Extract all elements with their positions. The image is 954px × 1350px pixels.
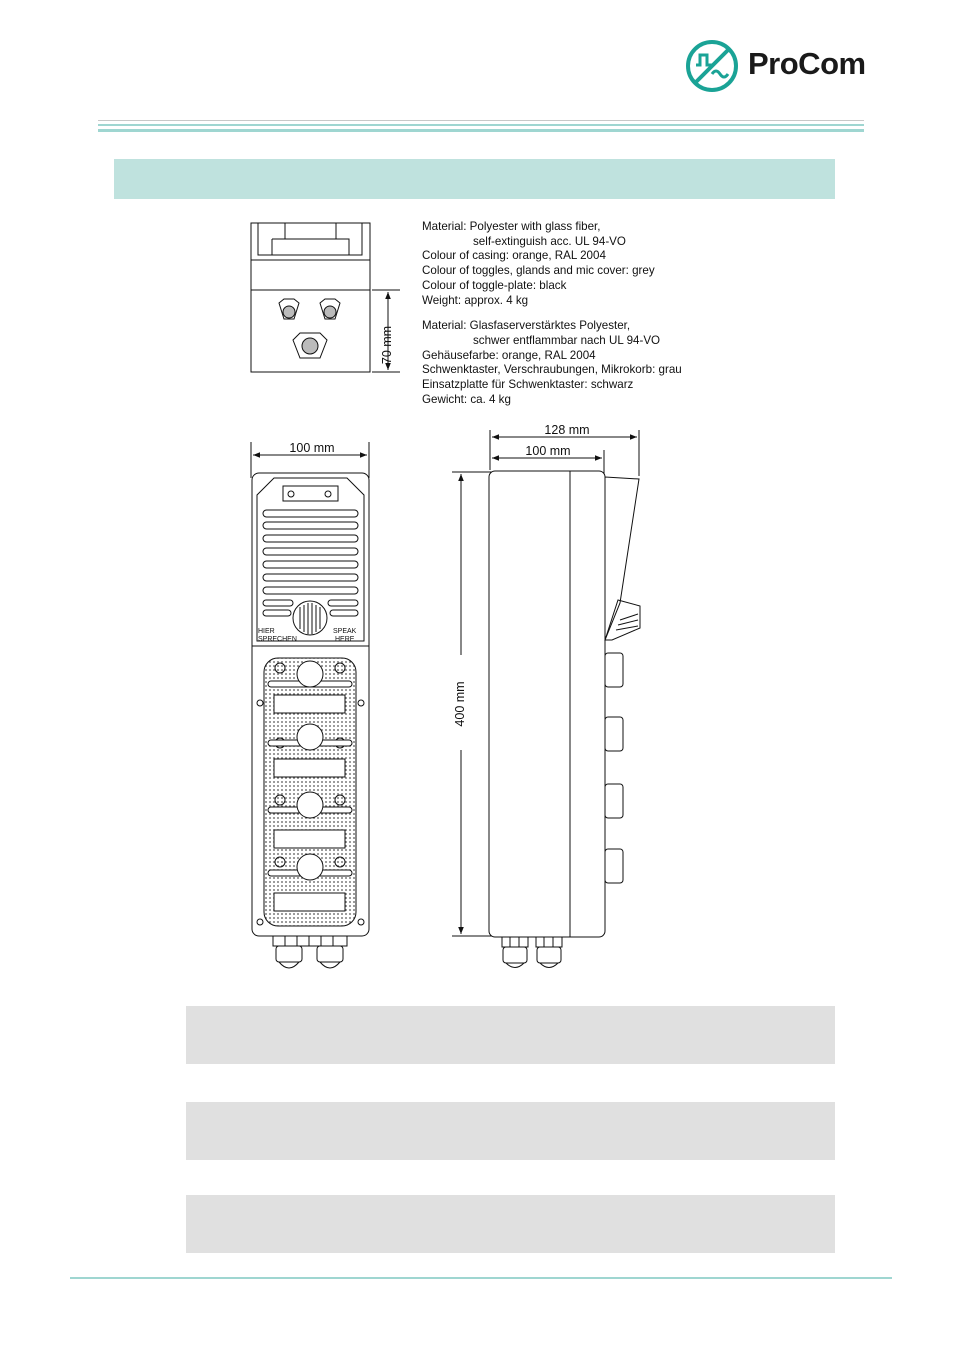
logo-text: ProCom [748,46,866,81]
spec-en-weight: Weight: approx. 4 kg [422,293,529,307]
spec-de-material-cont: schwer entflammbar nach UL 94-VO [473,333,661,347]
spec-de-weight: Gewicht: ca. 4 kg [422,392,511,406]
dim-height: 400 mm [453,681,467,727]
grey-box-3 [186,1195,835,1253]
spec-en-toggles-colour: Colour of toggles, glands and mic cover: grey [422,264,655,278]
grey-box-2 [186,1102,835,1160]
spec-de-material: Material: Glasfaserverstärktes Polyester, [422,319,631,333]
side-view [452,430,640,968]
grey-box-1 [186,1006,835,1064]
spec-de-casing-colour: Gehäusefarbe: orange, RAL 2004 [422,348,596,362]
footer-rule [70,1277,892,1279]
side-toggle-4 [605,849,623,883]
spec-en-material: Material: Polyester with glass fiber, [422,220,601,233]
microphone-cover [293,601,327,635]
speaker-slots [263,510,358,616]
label-speak: SPEAK [333,628,357,635]
spec-en-toggle-plate-colour: Colour of toggle-plate: black [422,278,567,292]
side-toggle-3 [605,784,623,818]
dim-top-height: 70 mm [380,325,394,365]
dim-side-body-depth: 100 mm [525,444,571,458]
spec-de-toggles-colour: Schwenktaster, Verschraubungen, Mikrokorb: grau [422,363,682,377]
label-sprechen: SPRECHEN [258,636,297,643]
dim-front-width: 100 mm [289,441,335,455]
spec-en-casing-colour: Colour of casing: orange, RAL 2004 [422,249,606,263]
side-toggle-2 [605,717,623,751]
top-view [251,223,400,372]
side-toggle-1 [605,653,623,687]
front-view [251,442,369,968]
side-cable-glands [502,937,562,968]
label-here: HERE [335,636,355,643]
label-hier: HIER [258,628,275,635]
spec-de-toggle-plate-colour: Einsatzplatte für Schwenktaster: schwarz [422,378,634,392]
dim-side-total-depth: 128 mm [544,423,590,437]
front-cable-glands [273,936,347,968]
spec-en-material-cont: self-extinguish acc. UL 94-VO [473,234,626,248]
